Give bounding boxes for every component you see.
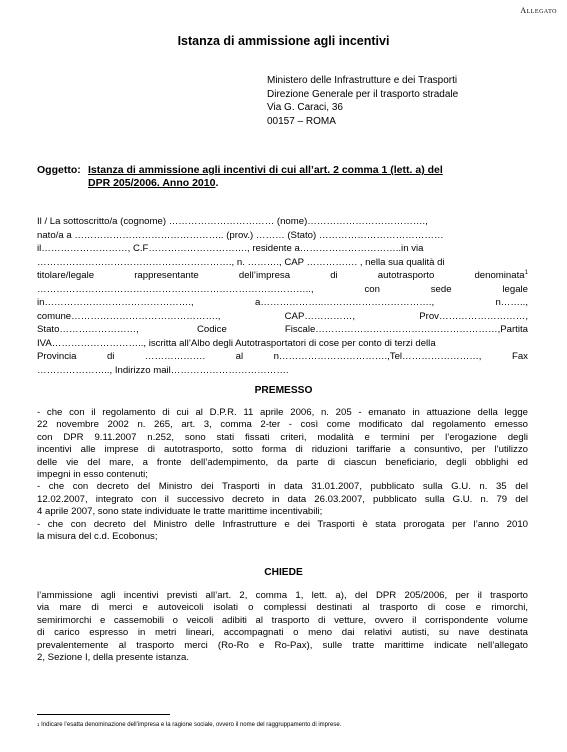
paragraph-line: prevalentemente al trasporto merci (Ro-Ro e Ro-Pax), sulle tratte marittime indicate nell’allegato xyxy=(37,639,528,651)
form-text: Fax xyxy=(511,351,528,362)
form-row xyxy=(37,242,528,256)
paragraph-line: 12.02.2007, integrato con il successivo decreto in data 26.03.2007, pubblicato sulla G.U. n. 79 del xyxy=(37,493,528,505)
subject-line-2-end: . xyxy=(215,177,219,189)
form-text: sede xyxy=(430,283,452,295)
form-row xyxy=(37,296,528,310)
form-text: Fiscale…………………………………………………,Partita xyxy=(284,324,528,335)
paragraph-line: 4 aprile 2007, sono state individuate le tratte marittime incentivabili; xyxy=(37,506,323,518)
form-row xyxy=(37,269,528,283)
subject-line-1: Istanza di ammissione agli incentivi di cui all’art. 2 comma 1 (lett. a) del xyxy=(88,164,443,176)
paragraph-line: impegni in esso contenuti; xyxy=(37,468,148,480)
paragraph-line: 22 novembre 2002 n. 265, art. 3, comma 2-ter - così come modificato dal regolamento emesso xyxy=(37,419,528,431)
form-text xyxy=(474,269,527,283)
address-line: 00157 – ROMA xyxy=(267,115,336,127)
footnote-ref: 1 xyxy=(524,270,528,276)
paragraph-line: - che con il regolamento di cui al D.P.R. 11 aprile 2006, n. 205 - emanato in attuazione della legge xyxy=(37,407,528,418)
paragraph-line: incentivi alle imprese di autotrasporto, sotto forma di riduzioni tariffarie a consuntivo, per l’utilizzo xyxy=(37,444,528,456)
address-line: Via G. Caraci, 36 xyxy=(267,102,343,113)
paragraph-line: semirimorchi e cassemobili o veicoli adibiti al trasporto di vetture, ovvero il corrispondente volume xyxy=(37,614,528,626)
form-text: ………………. xyxy=(144,351,206,362)
paragraph-line: 2, Sezione I, della presente istanza. xyxy=(37,651,189,663)
form-text: con xyxy=(364,283,380,295)
form-text: n…………………………….,Tel……………………, xyxy=(273,351,482,362)
applicant-form xyxy=(37,215,528,377)
form-row xyxy=(37,323,528,337)
paragraph-line: via mare di merci e autoveicoli isolati o complessi destinati al trasporto di cose e rimorchi, xyxy=(37,602,528,614)
form-text: titolare/legale xyxy=(37,270,95,281)
form-text: Stato……………………, xyxy=(37,324,139,335)
paragraph-line: con DPR 9.11.2007 n.252, sono stati fissati criteri, modalità e termini per l’erogazione degli xyxy=(37,431,528,443)
form-row xyxy=(37,256,528,270)
form-text: denominata xyxy=(474,270,525,281)
address-line: Direzione Generale per il trasporto stradale xyxy=(267,88,459,100)
form-text: autotrasporto xyxy=(377,270,435,281)
form-row xyxy=(37,337,528,351)
form-text: dell’impresa xyxy=(238,270,291,281)
subject-label: Oggetto: xyxy=(37,164,81,176)
address-line: Ministero delle Infrastrutture e dei Trasporti xyxy=(267,75,458,86)
form-text: rappresentante xyxy=(134,270,199,281)
form-text: a………………..……………………………., xyxy=(255,297,435,308)
form-text: ………………….., Indirizzo mail………………………………. xyxy=(37,364,289,376)
form-text: di xyxy=(106,351,115,362)
paragraph-line: - che con decreto del Ministro dei Trasporti in data 31.01.2007, pubblicato sulla G.U. n. 35 del xyxy=(37,481,528,493)
footnote-text: Indicare l’esatta denominazione dell’impresa e la ragione sociale, ovvero il nome del raggruppamento di imprese. xyxy=(39,722,342,728)
paragraph-line: la misura del c.d. Ecobonus; xyxy=(37,530,158,542)
footnote-separator xyxy=(37,714,170,715)
form-text: Provincia xyxy=(37,351,77,362)
form-text: comune………………………………………., xyxy=(37,310,221,322)
footnote xyxy=(37,722,341,728)
form-text: nato/a a ……………………………………….. (prov.) ……… (Stato) ………………………………… xyxy=(37,229,444,241)
form-row xyxy=(37,229,528,243)
form-text: il………………………, C.F…………………………., residente a…………………………..in via xyxy=(37,243,424,254)
form-text: di xyxy=(330,270,338,281)
premesso-paragraph xyxy=(37,407,528,543)
recipient-address xyxy=(267,74,458,128)
document-title: Istanza di ammissione agli incentivi xyxy=(177,34,390,48)
form-text: n…….., xyxy=(495,297,528,308)
form-text: Prov………………………, xyxy=(419,310,528,322)
form-row xyxy=(37,364,528,378)
footnote-mark: 1 xyxy=(37,722,40,727)
attachment-label: Allegato xyxy=(520,6,557,15)
form-text: Il / La sottoscritto/a (cognome) …………………………… (nome)………………………………., xyxy=(37,216,428,227)
form-text: CAP……………, xyxy=(284,310,355,322)
chiede-heading: CHIEDE xyxy=(264,567,303,578)
subject-line-2-underlined: DPR 205/2006. Anno 2010 xyxy=(88,177,216,189)
form-text: legale xyxy=(502,283,528,295)
form-text: al xyxy=(235,351,244,362)
form-row xyxy=(37,350,528,364)
form-row xyxy=(37,283,528,297)
subject-line-2 xyxy=(88,177,218,190)
form-text: ………………………………………………………………………….., xyxy=(37,283,314,295)
paragraph-line: delle vie del mare, a fronte dell’adempimento, da parte di ciascun beneficiario, degli obblighi ed xyxy=(37,456,528,468)
paragraph-line: l’ammissione agli incentivi previsti all’art. 2, comma 1, lett. a), del DPR 205/2006, per il trasporto xyxy=(37,590,528,601)
form-text: ……………………………………………………., n. ………., CAP ……………. , nella sua qualità di xyxy=(37,256,445,268)
form-row xyxy=(37,215,528,229)
premesso-heading: PREMESSO xyxy=(254,385,313,396)
form-row xyxy=(37,310,528,324)
form-text: Codice xyxy=(196,324,227,335)
paragraph-line: - che con decreto del Ministro delle Infrastrutture e dei Trasporti è stata prorogata per l’anno 2010 xyxy=(37,518,528,530)
chiede-paragraph xyxy=(37,590,528,664)
form-text: IVA……………………….., iscritta all’Albo degli Autotrasportatori di cose per conto di terzi della xyxy=(37,337,436,349)
paragraph-line: di carico espresso in metri lineari, accompagnati o meno dai relativi autisti, su nave destinata xyxy=(37,627,528,639)
form-text: in………………………………………., xyxy=(37,297,194,308)
